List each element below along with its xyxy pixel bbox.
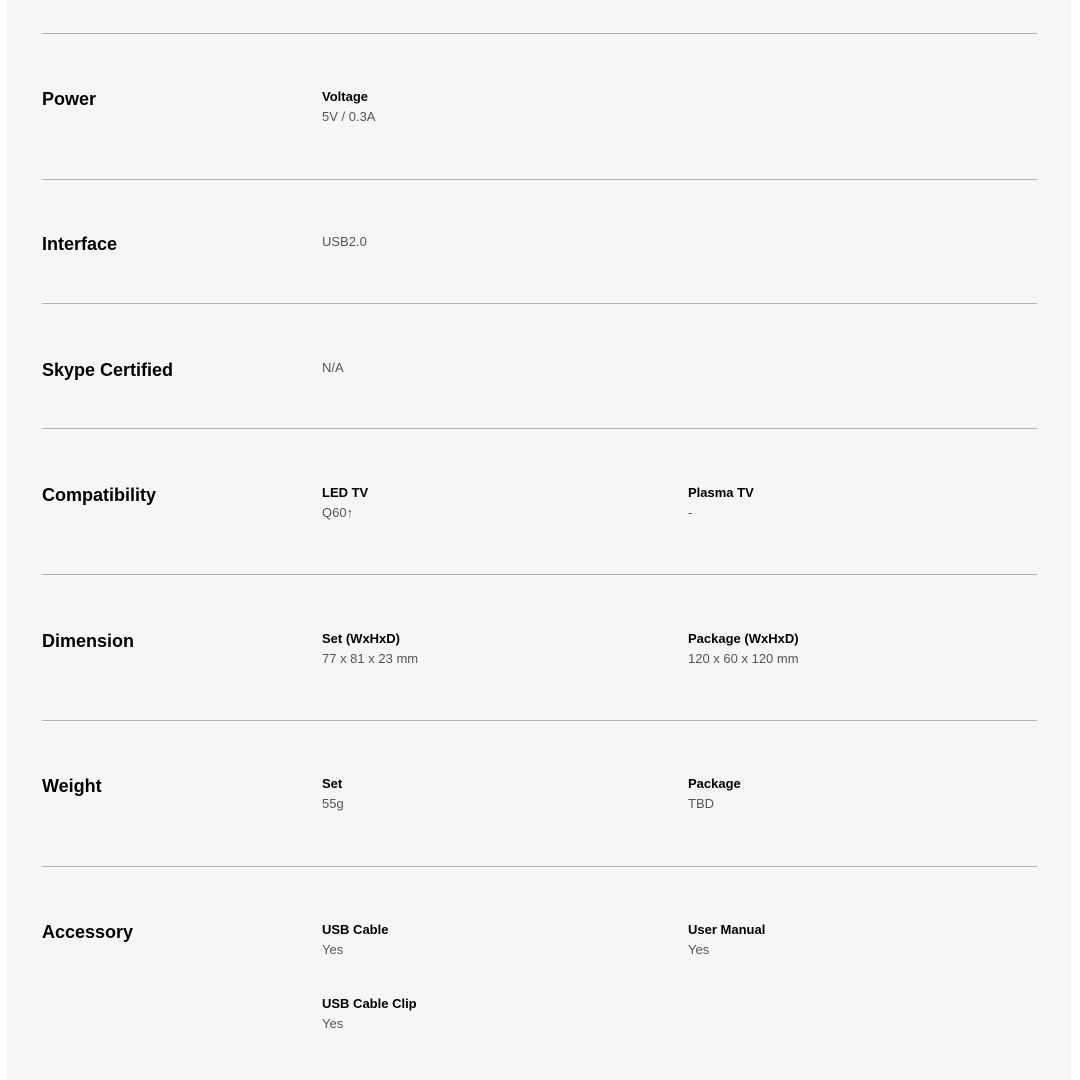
spec-set-weight: [322, 775, 344, 812]
spec-label: LED TV: [322, 485, 369, 500]
spec-label: Set: [322, 776, 343, 791]
section-title-power: Power: [42, 89, 97, 109]
section-title-interface: Interface: [42, 234, 118, 254]
divider: [42, 303, 1037, 304]
spec-value: Yes: [322, 942, 344, 957]
spec-value: 55g: [322, 796, 344, 811]
spec-value: TBD: [688, 796, 714, 811]
spec-package-dimension: [688, 630, 799, 667]
spec-value: -: [688, 505, 693, 520]
section-title-accessory: Accessory: [42, 922, 134, 942]
spec-led-tv: [322, 484, 368, 521]
spec-usb-cable: [322, 921, 388, 958]
spec-label: User Manual: [688, 922, 766, 937]
section-title-skype-certified: Skype Certified: [42, 360, 174, 380]
section-title-dimension: Dimension: [42, 631, 135, 651]
spec-value: Yes: [688, 942, 710, 957]
spec-value: Q60↑: [322, 505, 354, 520]
spec-value: Yes: [322, 1016, 344, 1031]
spec-package-weight: [688, 775, 741, 812]
spec-interface: [322, 233, 367, 250]
spec-plasma-tv: [688, 484, 754, 521]
section-title-compatibility: Compatibility: [42, 485, 157, 505]
spec-value: 77 x 81 x 23 mm: [322, 651, 419, 666]
spec-label: USB Cable: [322, 922, 389, 937]
divider: [42, 866, 1037, 867]
divider: [42, 428, 1037, 429]
spec-label: USB Cable Clip: [322, 996, 417, 1011]
divider: [42, 720, 1037, 721]
specs-panel: [7, 0, 1071, 1080]
spec-label: Plasma TV: [688, 485, 754, 500]
spec-label: Package: [688, 776, 741, 791]
divider: [42, 33, 1037, 34]
spec-voltage: [322, 88, 375, 125]
spec-value: 5V / 0.3A: [322, 109, 376, 124]
spec-label: Voltage: [322, 89, 368, 104]
spec-value: N/A: [322, 360, 344, 375]
spec-value: USB2.0: [322, 234, 367, 249]
divider: [42, 574, 1037, 575]
spec-label: Set (WxHxD): [322, 631, 401, 646]
section-title-weight: Weight: [42, 776, 102, 796]
spec-value: 120 x 60 x 120 mm: [688, 651, 799, 666]
spec-user-manual: [688, 921, 765, 958]
divider: [42, 179, 1037, 180]
spec-set-dimension: [322, 630, 418, 667]
spec-skype-certified: [322, 359, 344, 376]
spec-label: Package (WxHxD): [688, 631, 799, 646]
spec-usb-cable-clip: [322, 995, 417, 1032]
